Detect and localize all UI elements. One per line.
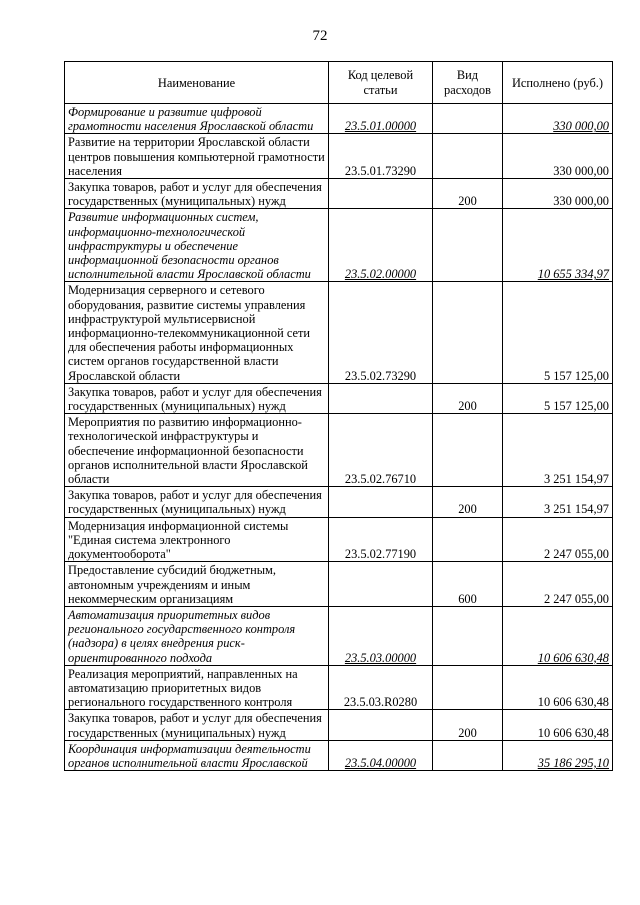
- row-name: Модернизация серверного и сетевого оборудования, развитие системы управления инфраструктурой мультисервисной информационно-телекоммуникационной сети для обеспечения работы информационных систем органов государственной власти Ярославской области: [68, 283, 311, 383]
- table-row: [65, 517, 613, 562]
- row-kind: 200: [458, 725, 477, 740]
- row-code: 23.5.03.00000: [344, 650, 417, 665]
- row-code-cell: [329, 517, 433, 562]
- row-sum-cell: [503, 606, 613, 665]
- row-name: Формирование и развитие цифровой грамотности населения Ярославской области: [68, 105, 314, 134]
- row-sum-cell: [503, 414, 613, 487]
- row-code-cell: [329, 665, 433, 710]
- header-sum: Исполнено (руб.): [503, 62, 613, 104]
- row-name: Закупка товаров, работ и услуг для обеспечения государственных (муниципальных) нужд: [68, 488, 322, 517]
- row-sum: 10 606 630,48: [537, 650, 609, 665]
- row-sum-cell: [503, 209, 613, 282]
- row-code: 23.5.02.73290: [344, 368, 417, 383]
- budget-execution-table: [64, 61, 613, 771]
- row-code-cell: [329, 606, 433, 665]
- row-name: Реализация мероприятий, направленных на автоматизацию приоритетных видов регионального государственного контроля: [68, 666, 298, 710]
- row-name-cell: [65, 134, 329, 179]
- table-row: [65, 282, 613, 383]
- row-sum: 10 606 630,48: [537, 725, 609, 740]
- row-kind-cell: [433, 104, 503, 134]
- row-name-cell: [65, 209, 329, 282]
- row-name: Закупка товаров, работ и услуг для обеспечения государственных (муниципальных) нужд: [68, 180, 322, 209]
- row-code: 23.5.01.00000: [344, 119, 417, 134]
- row-sum-cell: [503, 562, 613, 607]
- header-name: Наименование: [65, 62, 329, 104]
- row-sum-cell: [503, 487, 613, 517]
- row-code-cell: [329, 383, 433, 413]
- row-code-cell: [329, 710, 433, 740]
- row-code: 23.5.01.73290: [344, 163, 417, 178]
- row-name-cell: [65, 710, 329, 740]
- table-row: [65, 414, 613, 487]
- row-sum-cell: [503, 710, 613, 740]
- row-name-cell: [65, 740, 329, 770]
- row-name: Модернизация информационной системы "Единая система электронного документооборота": [68, 518, 289, 562]
- row-name-cell: [65, 104, 329, 134]
- row-kind-cell: [433, 487, 503, 517]
- row-kind-cell: [433, 710, 503, 740]
- table-row: [65, 104, 613, 134]
- row-kind-cell: [433, 414, 503, 487]
- row-kind-cell: [433, 134, 503, 179]
- row-sum: 10 655 334,97: [537, 267, 609, 282]
- row-name: Развитие информационных систем, информационно-технологической инфраструктуры и обеспечение информационной безопасности органов исполнительной власти Ярославской области: [68, 210, 311, 282]
- row-name-cell: [65, 383, 329, 413]
- row-sum: 330 000,00: [553, 194, 609, 209]
- row-code-cell: [329, 414, 433, 487]
- row-code-cell: [329, 134, 433, 179]
- row-sum-cell: [503, 383, 613, 413]
- page-number: 72: [312, 28, 328, 44]
- table-row: [65, 710, 613, 740]
- row-code: 23.5.04.00000: [344, 755, 417, 770]
- row-code: 23.5.02.77190: [344, 547, 417, 562]
- row-sum: 2 247 055,00: [543, 591, 609, 606]
- row-kind-cell: [433, 209, 503, 282]
- row-kind-cell: [433, 562, 503, 607]
- row-kind-cell: [433, 383, 503, 413]
- row-code-cell: [329, 282, 433, 383]
- row-sum: 3 251 154,97: [543, 472, 609, 487]
- row-sum: 5 157 125,00: [543, 368, 609, 383]
- row-sum: 10 606 630,48: [537, 695, 609, 710]
- table-row: [65, 562, 613, 607]
- row-code-cell: [329, 209, 433, 282]
- row-name-cell: [65, 517, 329, 562]
- table-row: [65, 383, 613, 413]
- row-name: Мероприятия по развитию информационно-технологической инфраструктуры и обеспечение информационной безопасности органов исполнительной власти Ярославской области: [68, 415, 308, 487]
- row-sum: 2 247 055,00: [543, 547, 609, 562]
- table-row: [65, 209, 613, 282]
- row-code: 23.5.02.76710: [344, 472, 417, 487]
- row-kind-cell: [433, 517, 503, 562]
- table-row: [65, 134, 613, 179]
- row-name-cell: [65, 282, 329, 383]
- row-code-cell: [329, 562, 433, 607]
- row-name-cell: [65, 665, 329, 710]
- row-kind-cell: [433, 740, 503, 770]
- row-name: Закупка товаров, работ и услуг для обеспечения государственных (муниципальных) нужд: [68, 384, 322, 414]
- row-name: Координация информатизации деятельности органов исполнительной власти Ярославской: [68, 741, 311, 770]
- row-sum: 35 186 295,10: [537, 755, 609, 770]
- row-name-cell: [65, 414, 329, 487]
- row-kind: 600: [458, 591, 477, 606]
- table-header-row: [65, 62, 613, 104]
- table-row: [65, 606, 613, 665]
- row-code: 23.5.03.R0280: [343, 695, 418, 710]
- row-name-cell: [65, 562, 329, 607]
- row-kind: 200: [458, 502, 477, 517]
- row-sum-cell: [503, 179, 613, 209]
- row-name: Закупка товаров, работ и услуг для обеспечения государственных (муниципальных) нужд: [68, 711, 322, 740]
- header-kind: Вид расходов: [433, 62, 503, 104]
- header-code: Код целевой статьи: [329, 62, 433, 104]
- row-kind-cell: [433, 179, 503, 209]
- row-code-cell: [329, 179, 433, 209]
- row-sum: 330 000,00: [553, 163, 609, 178]
- row-sum: 3 251 154,97: [543, 502, 609, 517]
- row-sum-cell: [503, 282, 613, 383]
- row-sum-cell: [503, 517, 613, 562]
- row-name-cell: [65, 487, 329, 517]
- row-sum-cell: [503, 104, 613, 134]
- row-sum-cell: [503, 740, 613, 770]
- row-kind-cell: [433, 606, 503, 665]
- row-code-cell: [329, 740, 433, 770]
- row-code: 23.5.02.00000: [344, 267, 417, 282]
- row-kind-cell: [433, 282, 503, 383]
- row-sum: 5 157 125,00: [543, 399, 609, 414]
- row-kind-cell: [433, 665, 503, 710]
- row-sum-cell: [503, 134, 613, 179]
- row-sum: 330 000,00: [553, 119, 609, 134]
- row-kind: 200: [458, 194, 477, 209]
- row-sum-cell: [503, 665, 613, 710]
- table-row: [65, 487, 613, 517]
- table-row: [65, 665, 613, 710]
- row-name: Развитие на территории Ярославской области центров повышения компьютерной грамотности населения: [68, 135, 325, 178]
- row-code-cell: [329, 104, 433, 134]
- row-name: Предоставление субсидий бюджетным, автономным учреждениям и иным некоммерческим организациям: [68, 563, 276, 606]
- row-code-cell: [329, 487, 433, 517]
- row-name-cell: [65, 179, 329, 209]
- row-kind: 200: [458, 399, 477, 414]
- table-row: [65, 740, 613, 770]
- table-row: [65, 179, 613, 209]
- row-name-cell: [65, 606, 329, 665]
- row-name: Автоматизация приоритетных видов регионального государственного контроля (надзора) в целях внедрения риск-ориентированного подхода: [68, 607, 296, 665]
